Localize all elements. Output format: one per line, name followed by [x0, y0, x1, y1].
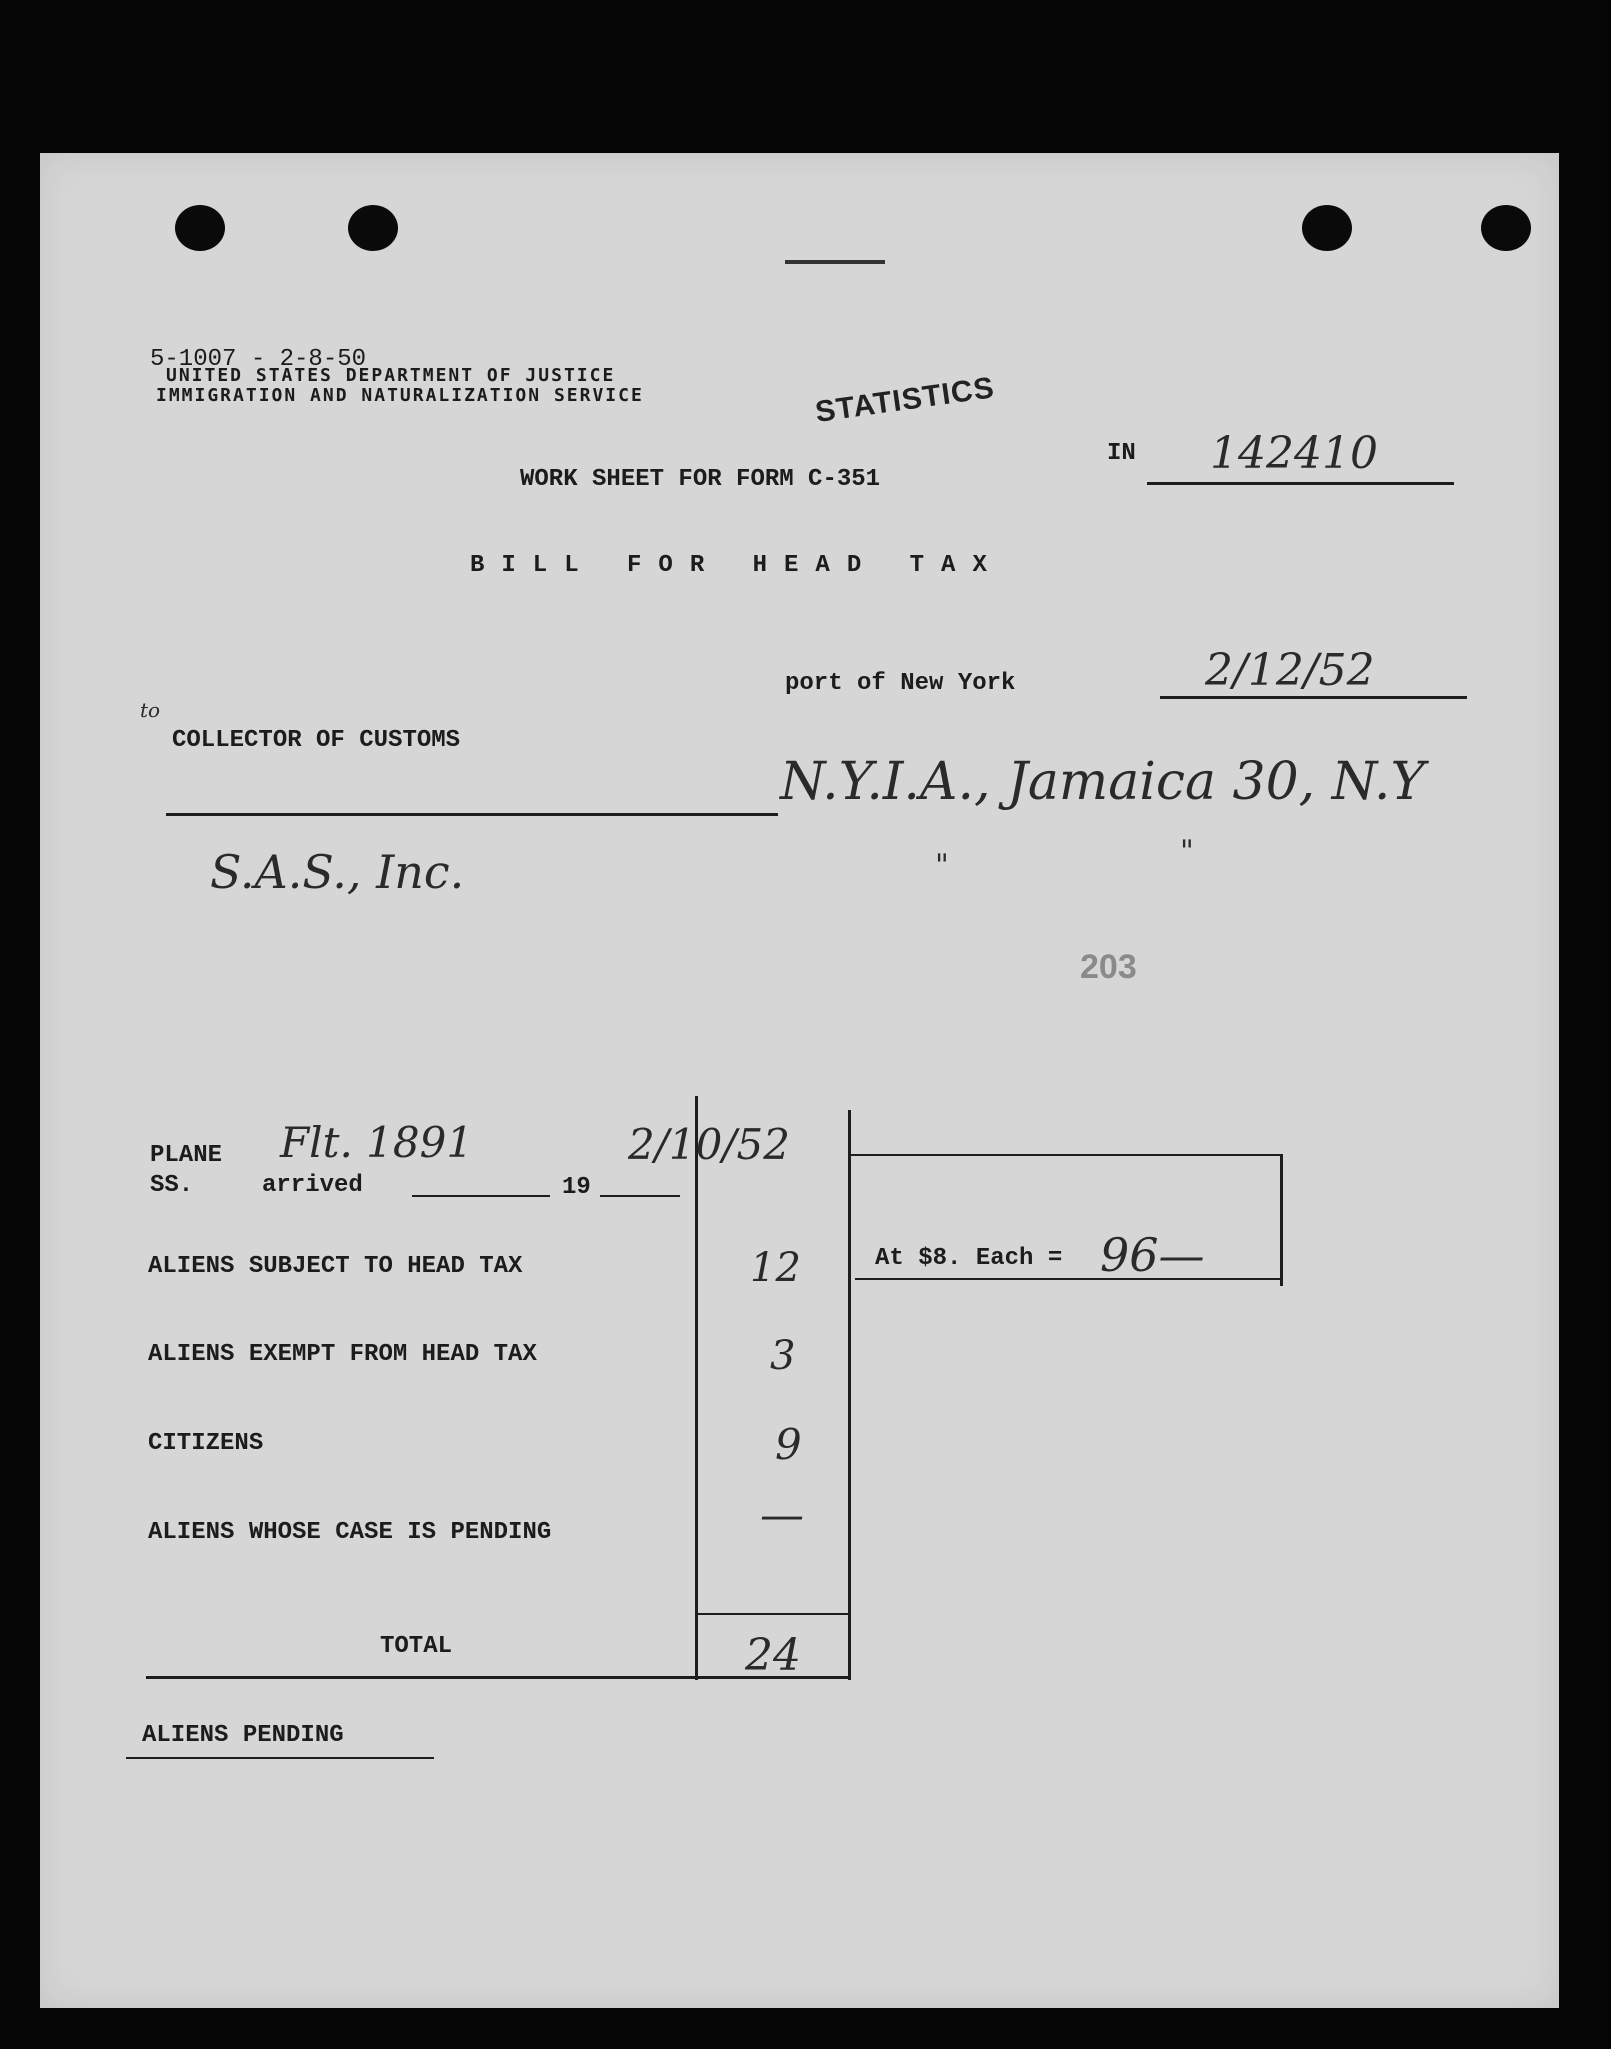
year-prefix: 19: [562, 1174, 591, 1201]
row-label-subject: ALIENS SUBJECT TO HEAD TAX: [148, 1253, 523, 1280]
form-code: 5-1007 - 2-8-50: [150, 346, 367, 373]
year-underline: [600, 1195, 680, 1197]
department-name: UNITED STATES DEPARTMENT OF JUSTICE: [166, 365, 616, 386]
punch-hole: [175, 205, 225, 251]
in-label: IN: [1107, 440, 1136, 467]
table-right-rule: [848, 1110, 851, 1680]
row-label-exempt: ALIENS EXEMPT FROM HEAD TAX: [148, 1341, 537, 1368]
tax-rate-label: At $8. Each =: [875, 1245, 1063, 1272]
collector-label: COLLECTOR OF CUSTOMS: [172, 727, 461, 754]
total-value: 24: [745, 1630, 801, 1681]
arrived-label: arrived: [262, 1172, 363, 1199]
worksheet-title: WORK SHEET FOR FORM C-351: [520, 466, 881, 493]
tax-box-top: [851, 1154, 1281, 1156]
aliens-pending-underline: [126, 1757, 434, 1759]
bill-title: BILL FOR HEAD TAX: [470, 552, 1004, 579]
row-value-exempt: 3: [770, 1333, 796, 1379]
punch-hole: [1302, 205, 1352, 251]
plane-label: PLANE: [150, 1142, 223, 1169]
port-label: port of New York: [785, 670, 1016, 697]
ss-label: SS.: [150, 1172, 194, 1199]
service-name: IMMIGRATION AND NATURALIZATION SERVICE: [156, 385, 644, 406]
row-label-pending: ALIENS WHOSE CASE IS PENDING: [148, 1519, 552, 1546]
in-number: 142410: [1210, 428, 1378, 479]
staple-mark: [785, 260, 885, 264]
in-underline: [1147, 482, 1454, 485]
table-subtotal-rule: [697, 1613, 849, 1615]
aliens-pending-label: ALIENS PENDING: [142, 1722, 344, 1749]
tax-amount: 96—: [1100, 1228, 1205, 1282]
arrived-underline: [412, 1195, 550, 1197]
stamp-number: 203: [1080, 948, 1137, 986]
company-name: S.A.S., Inc.: [210, 845, 465, 899]
arrival-date: 2/10/52: [628, 1120, 790, 1169]
date-underline: [1160, 696, 1467, 699]
collector-location: N.Y.I.A., Jamaica 30, N.Y: [780, 752, 1425, 812]
row-value-citizens: 9: [775, 1420, 802, 1469]
ditto-mark: ": [935, 848, 949, 883]
statistics-stamp: STATISTICS: [813, 371, 997, 430]
to-prefix: to: [140, 698, 161, 722]
punch-hole: [348, 205, 398, 251]
port-date: 2/12/52: [1205, 645, 1375, 696]
collector-underline: [166, 813, 778, 816]
row-label-citizens: CITIZENS: [148, 1430, 264, 1457]
row-value-pending: —: [760, 1490, 804, 1541]
flight-number: Flt. 1891: [280, 1118, 474, 1167]
tax-box-right: [1280, 1154, 1283, 1286]
punch-hole: [1481, 205, 1531, 251]
row-value-subject: 12: [750, 1245, 801, 1291]
total-label: TOTAL: [380, 1633, 453, 1660]
tax-box-bottom: [855, 1278, 1283, 1280]
table-left-rule: [695, 1096, 698, 1680]
ditto-mark: ": [1180, 834, 1194, 869]
